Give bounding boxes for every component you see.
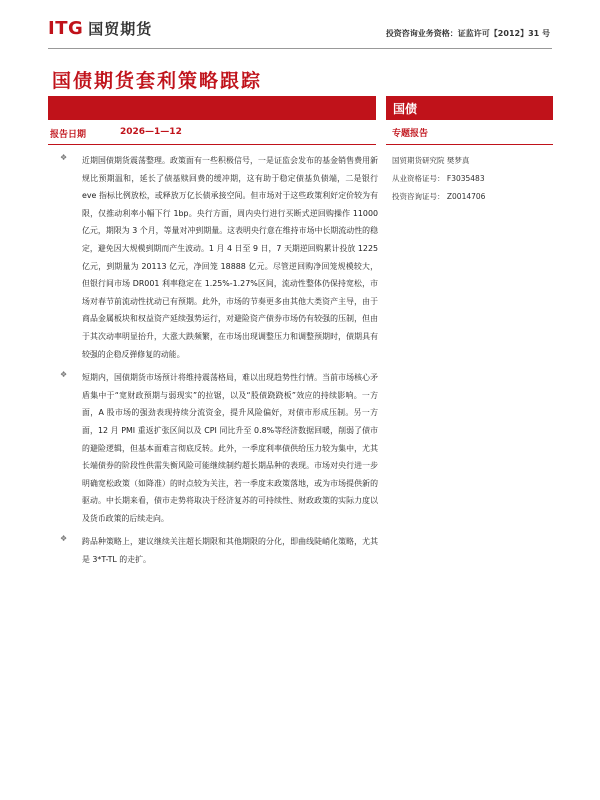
- analyst-name: 国贸期货研究院 樊梦真: [392, 156, 470, 165]
- report-date-label: 报告日期: [50, 130, 87, 140]
- report-date-row: [48, 126, 376, 142]
- date-divider: [48, 144, 376, 145]
- license-text: 投资咨询业务资格：证监许可【2012】31 号: [385, 29, 550, 38]
- sidebar-divider: [386, 144, 553, 145]
- report-title: 国债期货套利策略跟踪: [52, 70, 263, 92]
- body-paragraph: [60, 152, 378, 363]
- practice-cert-number: 从业资格证号： F3035483: [392, 174, 485, 183]
- diamond-bullet-icon: ❖: [60, 370, 68, 380]
- header-divider: [48, 48, 552, 49]
- body-paragraph: [60, 369, 378, 527]
- advisory-cert-number: 投资咨询证号： Z0014706: [392, 192, 486, 201]
- title-red-bar: [48, 96, 376, 120]
- body-paragraph: [60, 533, 378, 568]
- paragraph-text: 短期内，国债期货市场预计将维持震荡格局，难以出现趋势性行情。当前市场核心矛盾集中于“宽财政预期与弱现实”的拉锯，以及“股债跷跷板”效应的持续影响。一方面，A 股市场的强劲表现持续分流资金，提升风险偏好，对债市形成压制。另一方面，12 月 PMI 重返扩张区间以及 CPI 同比升至 0.8%等经济数据回暖，削弱了债市的避险逻辑，但基本面难言彻底反转。此外，一季度利率债供给压力较为集中，尤其长端债券的阶段性供需失衡风险可能继续制约超长期品种的表现。市场对央行进一步明确宽松政策（如降准）的时点较为关注，若一季度末政策落地，或为市场提供新的驱动。中长期来看，债市走势将取决于经济复苏的可持续性、财政政策的实际力度以及货币政策的后续走向。: [82, 373, 378, 523]
- logo-company-name: 国贸期货: [88, 20, 153, 38]
- logo-itg-mark: ITG: [48, 18, 84, 39]
- diamond-bullet-icon: ❖: [60, 153, 68, 162]
- report-date-value: 2026—1—12: [120, 127, 182, 137]
- report-type-label: 专题报告: [392, 129, 429, 139]
- paragraph-text: 跨品种策略上，建议继续关注超长期限和其他期限的分化，即曲线陡峭化策略，尤其是 3*T-TL 的走扩。: [82, 537, 378, 565]
- analyst-info: [392, 152, 552, 206]
- report-body: [60, 152, 378, 575]
- company-logo: [48, 18, 152, 39]
- category-label: 国债: [393, 102, 418, 116]
- paragraph-text: 近期国债期货震荡整理。政策面有一些积极信号，一是证监会发布的基金销售费用新规比预期温和，延长了债基赎回费的缓冲期，这有助于稳定债基负债端，二是银行 eve 指标比例放松，或释放万亿长债承接空间。但市场对于这些政策利好定价较为有限，仅推动利率小幅下行 1bp。央行方面，周内央行进行买断式逆回购操作 11000 亿元，期限为 3 个月，等量对冲到期量。这表明央行意在维持市场中长期流动性的稳定，避免因大规模到期而产生波动。1 月 4 日至 9 日，7 天期逆回购累计投放 1225 亿元，到期量为 20113 亿元，净回笼 18888 亿元。尽管逆回购净回笼规模较大，但银行间市场 DR001 利率稳定在 1.25%-1.27%区间，流动性整体仍保持宽松，市场对春节前流动性扰动已有预期。此外，市场的节奏更多由其他大类资产主导，由于商品金属板块和权益资产延续强势运行，对避险资产债券市场仍有较强的压制，但由于其次动率明显抬升，大涨大跌频繁，在市场出现调整压力和调整预期时，债期具有较强的企稳反弹修复的动能。: [82, 156, 378, 359]
- diamond-bullet-icon: ❖: [60, 534, 68, 544]
